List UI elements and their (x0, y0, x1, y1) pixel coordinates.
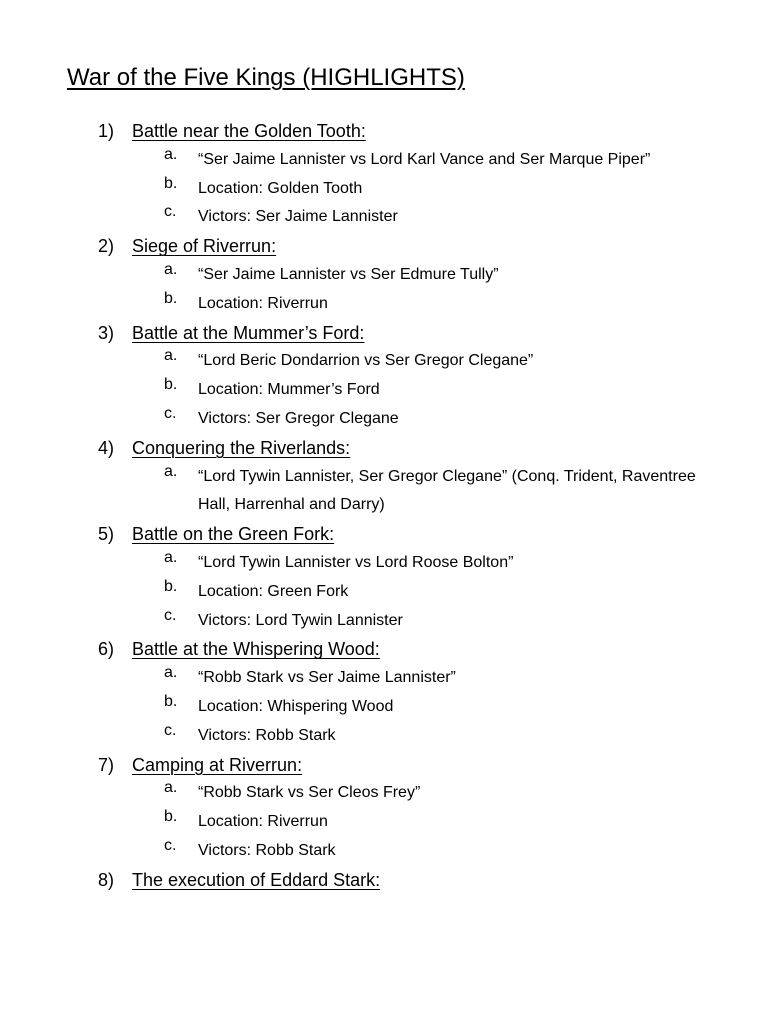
section-heading-row (0, 866, 768, 895)
section-heading-row (0, 751, 768, 780)
item-letter: c. (164, 404, 177, 422)
section-heading: Siege of Riverrun: (132, 236, 277, 257)
list-item (0, 607, 768, 636)
list-item (0, 664, 768, 693)
item-text: “Ser Jaime Lannister vs Ser Edmure Tully” (198, 265, 499, 283)
outline-section (0, 434, 768, 520)
item-text: Victors: Robb Stark (198, 841, 336, 859)
item-text: Victors: Robb Stark (198, 726, 336, 744)
outline-section (0, 751, 768, 866)
item-text: Location: Whispering Wood (198, 697, 394, 715)
outline-section (0, 635, 768, 750)
item-text: Victors: Lord Tywin Lannister (198, 611, 403, 629)
item-letter: b. (164, 174, 178, 192)
item-letter: a. (164, 145, 178, 163)
item-letter: a. (164, 548, 178, 566)
list-item (0, 203, 768, 232)
item-letter: c. (164, 203, 177, 221)
section-number: 7) (98, 754, 115, 775)
section-heading: The execution of Eddard Stark: (132, 869, 381, 890)
item-letter: a. (164, 779, 178, 797)
document-title: War of the Five Kings (HIGHLIGHTS) (67, 64, 465, 91)
section-heading: Battle near the Golden Tooth: (132, 121, 366, 141)
section-items (0, 549, 768, 635)
section-items (0, 347, 768, 433)
item-letter: b. (164, 376, 178, 394)
list-item (0, 146, 768, 175)
section-heading-row (0, 232, 768, 261)
section-heading-row (0, 635, 768, 664)
section-heading: Camping at Riverrun: (132, 754, 303, 775)
item-text: “Lord Beric Dondarrion vs Ser Gregor Clegane” (198, 352, 534, 370)
section-items (0, 463, 768, 521)
section-heading: Battle at the Whispering Wood: (132, 639, 380, 660)
item-text: Location: Mummer’s Ford (198, 381, 380, 399)
item-letter: a. (164, 347, 178, 365)
section-number: 3) (98, 322, 115, 343)
item-letter: b. (164, 692, 178, 710)
outline-section (0, 319, 768, 434)
item-letter: b. (164, 577, 178, 595)
section-heading-row (0, 520, 768, 549)
item-letter: b. (164, 289, 178, 307)
section-number: 2) (98, 236, 115, 257)
item-text: “Robb Stark vs Ser Jaime Lannister” (198, 669, 456, 687)
outline-section (0, 232, 768, 318)
section-heading-row (0, 117, 768, 146)
section-items (0, 664, 768, 750)
item-text: Victors: Ser Gregor Clegane (198, 409, 399, 427)
item-letter: a. (164, 664, 178, 682)
list-item (0, 175, 768, 204)
list-item (0, 376, 768, 405)
list-item (0, 463, 768, 521)
item-text: Location: Riverrun (198, 813, 328, 831)
item-text: “Lord Tywin Lannister, Ser Gregor Clegane” (Conq. Trident, Raventree Hall, Harrenhal and Darry) (198, 467, 696, 514)
item-text: Location: Riverrun (198, 294, 328, 312)
section-heading-row (0, 434, 768, 463)
section-items (0, 261, 768, 319)
list-item (0, 347, 768, 376)
item-letter: a. (164, 462, 178, 480)
list-item (0, 405, 768, 434)
section-number: 5) (98, 524, 115, 545)
list-item (0, 578, 768, 607)
list-item (0, 837, 768, 866)
section-items (0, 779, 768, 865)
section-heading: Battle on the Green Fork: (132, 524, 335, 545)
item-text: Victors: Ser Jaime Lannister (198, 208, 398, 226)
section-number: 1) (98, 121, 115, 141)
item-letter: c. (164, 836, 177, 854)
list-item (0, 549, 768, 578)
item-text: “Ser Jaime Lannister vs Lord Karl Vance and Ser Marque Piper” (198, 150, 651, 168)
list-item (0, 722, 768, 751)
list-item (0, 290, 768, 319)
list-item (0, 261, 768, 290)
item-text: “Robb Stark vs Ser Cleos Frey” (198, 784, 421, 802)
outline-section (0, 520, 768, 635)
list-item (0, 693, 768, 722)
item-text: Location: Golden Tooth (198, 179, 363, 197)
item-letter: a. (164, 260, 178, 278)
outline-section (0, 117, 768, 232)
list-item (0, 779, 768, 808)
section-heading-row (0, 319, 768, 348)
item-text: “Lord Tywin Lannister vs Lord Roose Bolton” (198, 553, 514, 571)
item-letter: c. (164, 606, 177, 624)
item-letter: c. (164, 721, 177, 739)
battle-outline (0, 117, 768, 895)
outline-section (0, 866, 768, 895)
section-items (0, 146, 768, 232)
section-number: 6) (98, 639, 115, 660)
section-heading: Conquering the Riverlands: (132, 437, 351, 458)
section-number: 4) (98, 437, 115, 458)
item-letter: b. (164, 808, 178, 826)
list-item (0, 808, 768, 837)
item-text: Location: Green Fork (198, 582, 349, 600)
section-number: 8) (98, 869, 115, 890)
section-heading: Battle at the Mummer’s Ford: (132, 322, 365, 343)
